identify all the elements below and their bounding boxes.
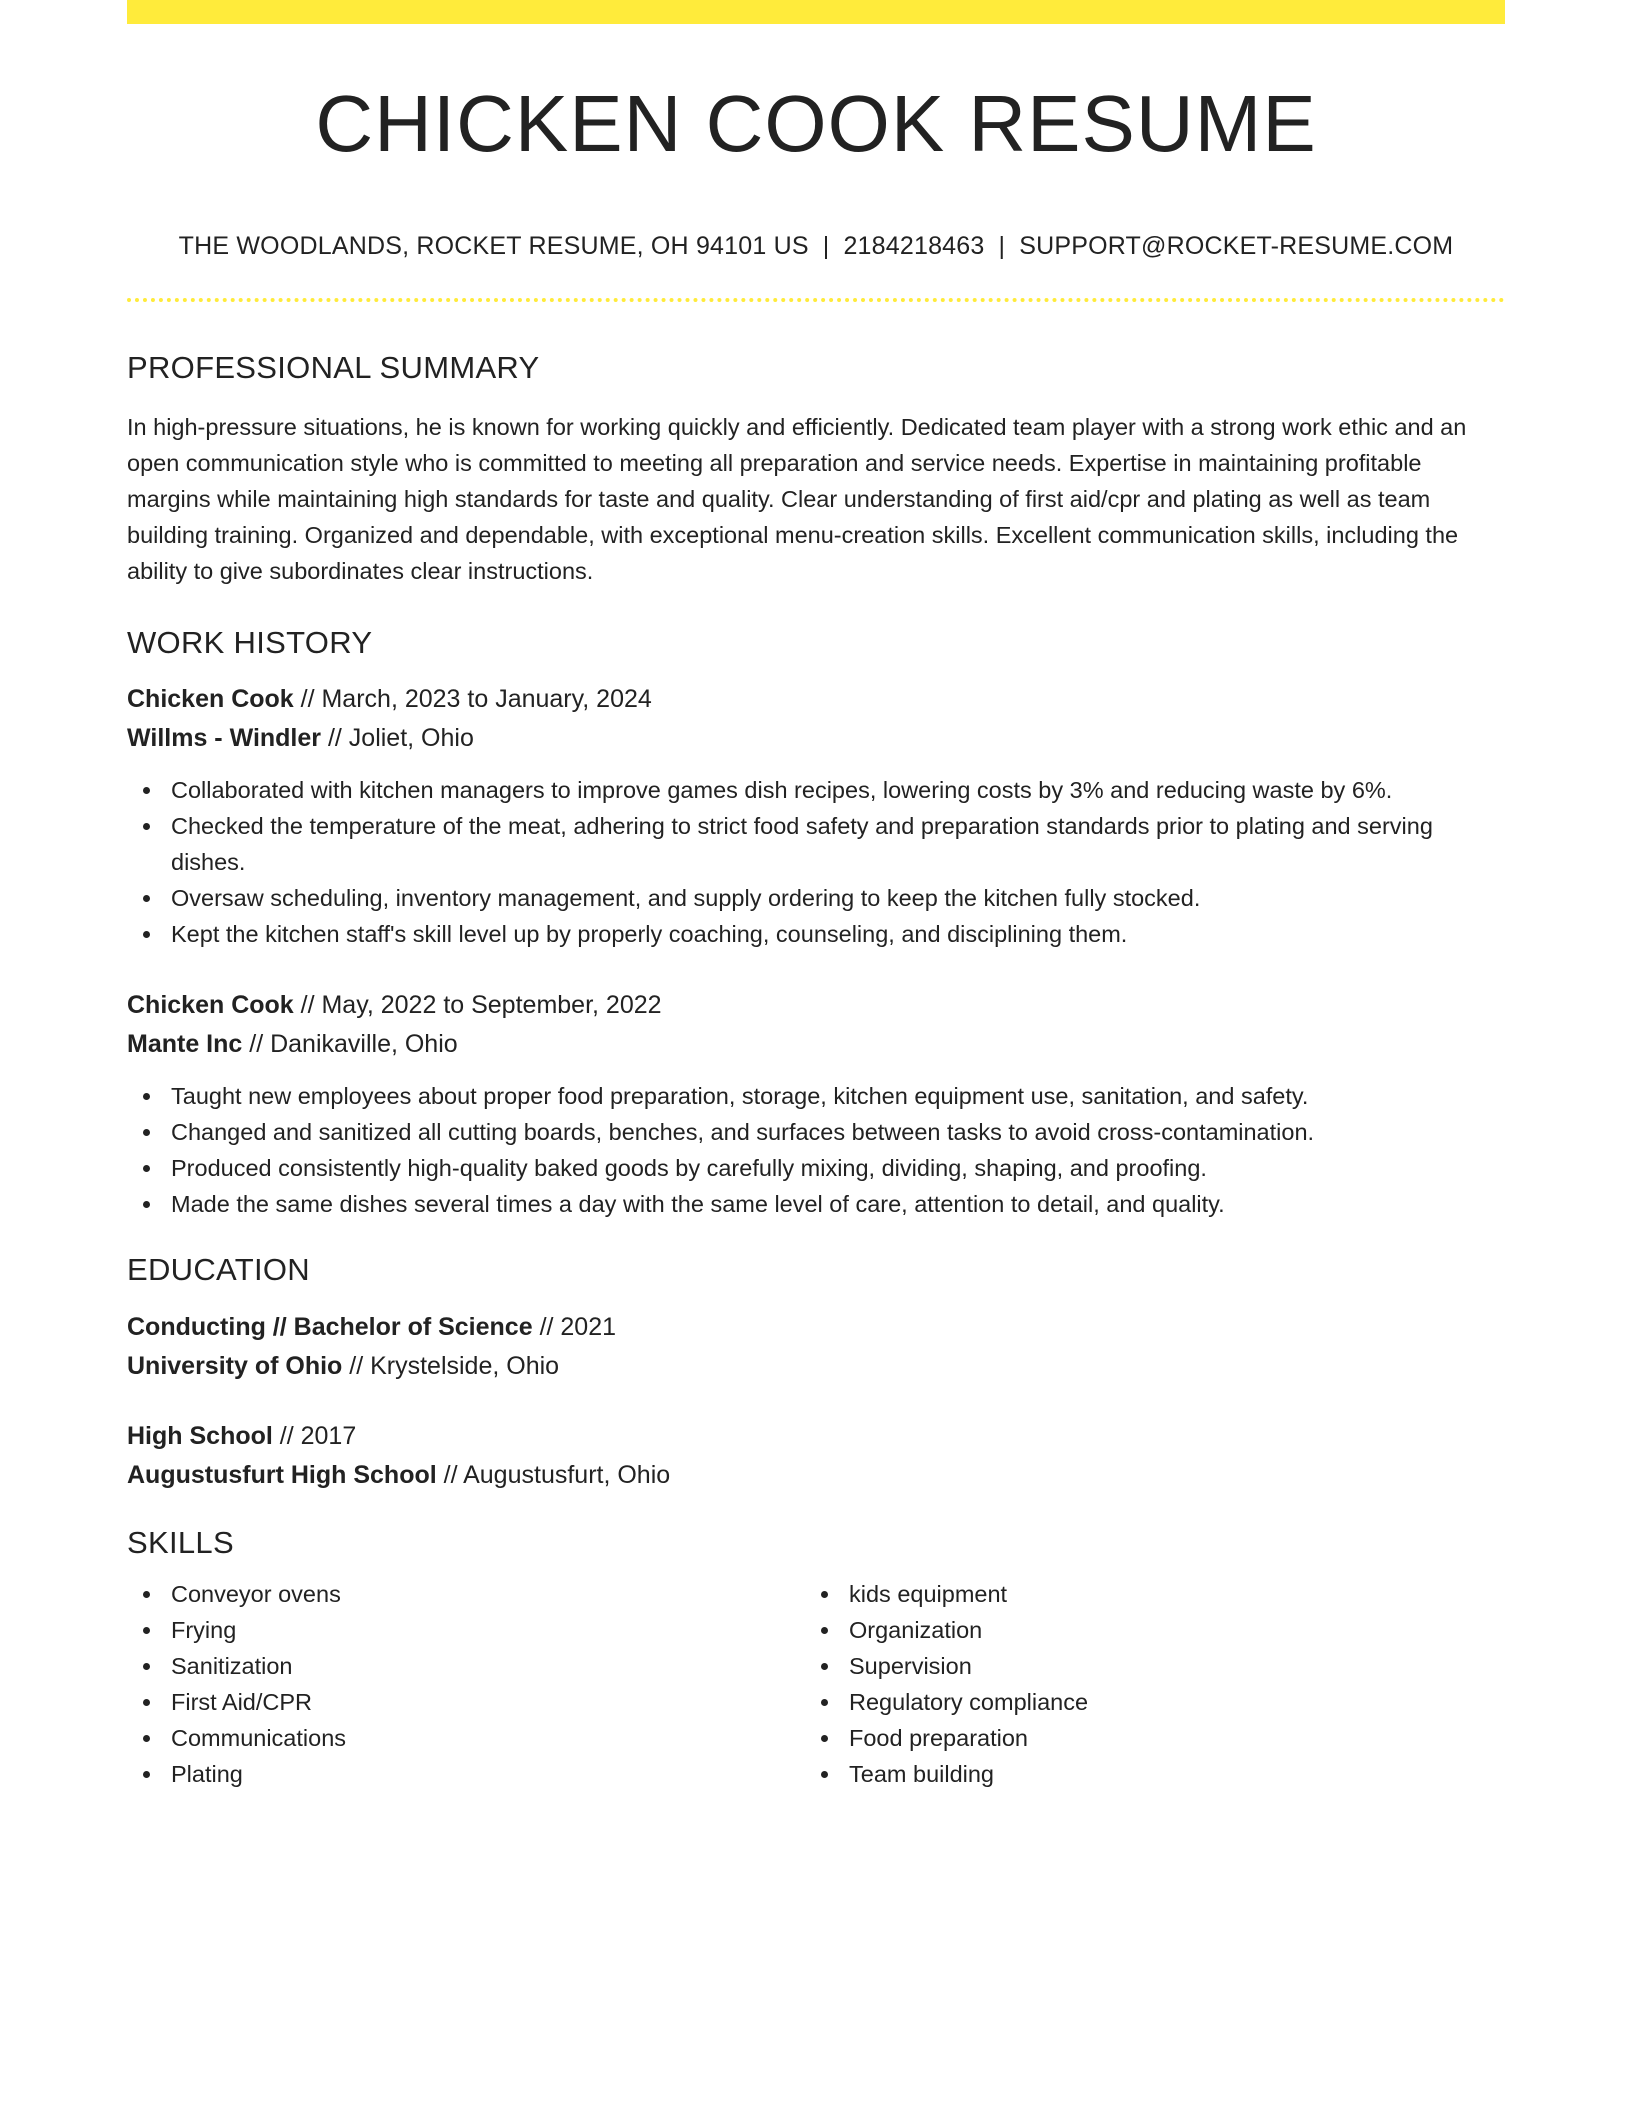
- education-heading: EDUCATION: [127, 1252, 310, 1287]
- summary-heading: PROFESSIONAL SUMMARY: [127, 350, 540, 385]
- education-school: Augustusfurt High School: [127, 1461, 437, 1489]
- contact-phone: 2184218463: [843, 232, 985, 260]
- list-item: Oversaw scheduling, inventory management, and supply ordering to keep the kitchen fully stocked.: [127, 880, 1505, 916]
- contact-address: THE WOODLANDS, ROCKET RESUME, OH 94101 US: [178, 232, 809, 260]
- skill-item: Plating: [127, 1756, 805, 1792]
- list-item: Kept the kitchen staff's skill level up by properly coaching, counseling, and disciplining them.: [127, 916, 1505, 952]
- accent-top-bar: [127, 0, 1505, 24]
- education-school: University of Ohio: [127, 1352, 343, 1380]
- job-entry: [127, 986, 1505, 1222]
- skills-column-right: [805, 1576, 1483, 1792]
- job-location: // Danikaville, Ohio: [242, 1030, 458, 1058]
- education-degree-line: [127, 1417, 1505, 1456]
- skill-item: Frying: [127, 1612, 805, 1648]
- list-item: Made the same dishes several times a day with the same level of care, attention to detail, and quality.: [127, 1186, 1505, 1222]
- education-entry: [127, 1417, 1505, 1495]
- education-entry: [127, 1308, 1505, 1386]
- job-dates: // March, 2023 to January, 2024: [293, 685, 652, 713]
- dotted-divider: [127, 298, 1505, 302]
- education-degree: High School: [127, 1422, 273, 1450]
- skill-item: First Aid/CPR: [127, 1684, 805, 1720]
- job-position: Chicken Cook: [127, 991, 294, 1019]
- skill-item: kids equipment: [805, 1576, 1483, 1612]
- contact-line: [127, 234, 1505, 259]
- education-degree: Conducting // Bachelor of Science: [127, 1313, 533, 1341]
- contact-email: SUPPORT@ROCKET-RESUME.COM: [1019, 232, 1454, 260]
- list-item: Produced consistently high-quality baked goods by carefully mixing, dividing, shaping, and proofing.: [127, 1150, 1505, 1186]
- skill-item: Supervision: [805, 1648, 1483, 1684]
- contact-separator: |: [822, 232, 830, 260]
- skills-column-left: [127, 1576, 805, 1792]
- summary-text: In high-pressure situations, he is known for working quickly and efficiently. Dedicated team player with a strong work ethic and an open communication style who is committed to meeting all preparation and service needs. Expertise in maintaining profitable margins while maintaining high standards for taste and quality. Clear understanding of first aid/cpr and plating as well as team building training. Organized and dependable, with exceptional menu-creation skills. Excellent communication skills, including the ability to give subordinates clear instructions.: [127, 414, 1467, 584]
- education-school-line: [127, 1347, 1505, 1386]
- job-location: // Joliet, Ohio: [321, 724, 474, 752]
- skill-item: Organization: [805, 1612, 1483, 1648]
- list-item: Taught new employees about proper food preparation, storage, kitchen equipment use, sanitation, and safety.: [127, 1078, 1505, 1114]
- job-title-line: [127, 986, 1505, 1025]
- skills-grid: [127, 1576, 1505, 1792]
- skill-item: Regulatory compliance: [805, 1684, 1483, 1720]
- job-company: Willms - Windler: [127, 724, 322, 752]
- work-history-heading: WORK HISTORY: [127, 625, 373, 660]
- job-company: Mante Inc: [127, 1030, 243, 1058]
- resume-name: CHICKEN COOK RESUME: [315, 79, 1317, 168]
- job-dates: // May, 2022 to September, 2022: [293, 991, 662, 1019]
- skill-item: Sanitization: [127, 1648, 805, 1684]
- education-location: // Augustusfurt, Ohio: [436, 1461, 671, 1489]
- contact-separator: |: [998, 232, 1006, 260]
- job-bullets: [127, 1078, 1505, 1222]
- job-entry: [127, 680, 1505, 952]
- education-year: // 2017: [272, 1422, 357, 1450]
- job-title-line: [127, 680, 1505, 719]
- job-position: Chicken Cook: [127, 685, 294, 713]
- skill-item: Food preparation: [805, 1720, 1483, 1756]
- skill-item: Team building: [805, 1756, 1483, 1792]
- education-school-line: [127, 1456, 1505, 1495]
- job-company-line: [127, 1025, 1505, 1064]
- education-location: // Krystelside, Ohio: [342, 1352, 560, 1380]
- skill-item: Communications: [127, 1720, 805, 1756]
- education-degree-line: [127, 1308, 1505, 1347]
- skill-item: Conveyor ovens: [127, 1576, 805, 1612]
- education-year: // 2021: [532, 1313, 617, 1341]
- list-item: Checked the temperature of the meat, adhering to strict food safety and preparation standards prior to plating and serving dishes.: [127, 808, 1505, 880]
- skills-heading: SKILLS: [127, 1525, 234, 1560]
- job-bullets: [127, 772, 1505, 952]
- job-company-line: [127, 719, 1505, 758]
- list-item: Collaborated with kitchen managers to improve games dish recipes, lowering costs by 3% and reducing waste by 6%.: [127, 772, 1505, 808]
- list-item: Changed and sanitized all cutting boards, benches, and surfaces between tasks to avoid cross-contamination.: [127, 1114, 1505, 1150]
- resume-page: [127, 0, 1505, 1792]
